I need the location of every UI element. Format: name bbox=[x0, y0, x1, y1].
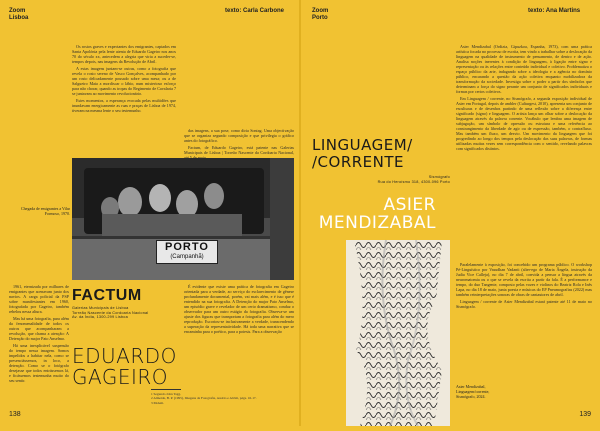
emigrants-photo bbox=[72, 158, 294, 280]
right-col1: Asier Mendizabal (Ordizia, Gipuzkoa, Espanha, 1973), com uma prática artística focada no processo de escrita, tem vindo a trabalhar sobre a deslocação da linguagem na qualidade de instrumento de pensamento, de dentro e de ação. Analisa noções inerentes à condição de linguagem, à ligação entre signo e representação ou às relações entre conteúdo individual e coletivo. Problematiza o espaço público da arte, indagando sobre a ideologia e a agência no domínio público, encarando a questão da ação coletiva enquanto mobilizadora da transformação da sociedade. Investiga sobre o poder a partir dos símbolos que determinam a força do signo perante um conjunto de significados individuais e formas por certos coletivos. Em Linguagem / corrente, no Sismógrafo, a segunda exposição individual de Asier em Portugal, depois de ambler (Culturgest, 2010), apresenta um conjunto de esculturas e de desenhos partindo de uma reflexão sobre a diferença entre significado (signo) e linguagem. O artista lança um olhar sobre a deslocação da linguagem através da palavra corrente. Vocábulo que lembra uma imagem de subjugação, um símbolo de opressão ou estrutura e uma referência ao constrangimento da liberdade de agir ou de expressão, também, o contrafluxo. Mas também um fluxo, um desvio. Um movimento da linguagem que foi progredindo ao longo dos tempos pela deslocação das suas palavras, de formas utilizadas muitas vezes sem correspondência com o sentido, revelando palavras com significados distintos. bbox=[456, 44, 592, 151]
right-header-zoom: Zoom bbox=[312, 8, 329, 14]
artist-name-mendizabal: ASIER MENDIZABAL bbox=[318, 195, 436, 233]
right-col2: Paralelamente à exposição, foi concebido um programa público. O workshop Pé-Linguístico por Vasudhan Vadanti (alter-ego de Maria Ângela, instrução da Judia Vice Calleja), no dia 7 de abril, convida a pensar a língua através da neuromatomia ou o que se revela da escrita a partir da fala. É a performance e tempo, do duo Tangente, composto pelas vozes e violinos do Beatriz Rola e Inês Lapa, no dia 18 de maio, junta poesia e músicas do EP Pneumografias (2022) mas também reinterpretações sonoras de obras de cantautores de abril. Linguagem / corrente de Asier Mendizabal estará patente até 11 de maio no Sismógrafo. bbox=[456, 262, 592, 309]
page-number-left: 138 bbox=[9, 411, 21, 418]
right-header-section bbox=[312, 8, 328, 22]
right-header-author: texto: Ana Martins bbox=[528, 8, 581, 14]
page-number-right: 139 bbox=[579, 411, 591, 418]
left-col4: É evidente que existe uma prática de fotografia em Gageiro orientada para a verdade, ao serviço do esclarecimento de gênese profundamente documental, porém, vai mais além, e é isso que é entendido na sua fotografia. A Detenção do major Pato Anselmo, um episódio grave e revelador de um certo dramatismo, conduz o observador para um outro estágio da fotografia. Observa-se um ajuste dos figuras que transportam a fotografia para além do mero reprodução. Escoriou-se inclusivamente a verdade, transcendendo a superação da representatividade. Há toda uma narrativa que se encaminha para o poético, para a poiesis. Para a observação bbox=[184, 284, 294, 334]
left-header-zoom: Zoom bbox=[9, 8, 26, 14]
artwork-fabric-illustration bbox=[346, 240, 450, 426]
artist-name-gageiro: EDUARDO GAGEIRO bbox=[72, 344, 177, 389]
right-photo-caption: Asier Mendizabal, Linguagem/corrente, Sismógrafo, 2024. bbox=[456, 384, 490, 399]
left-col3: 1961, eternizada por milhares de emigrantes que acenavam junto dos navios. A carga policial da PSP sobre manifestantes em 1960, fotografada por Gageiro, também rebelou nessa altura. Mas há uma fotografia, para além da fenomenalidade de todos os outros que acompanharam a revolução, que chama a atenção: A Detenção do major Pato Anselmo. Há uma inexplicável suspensão do tempo nessa imagem. Somos impelidos a habitar nela, como se presenciássemos, in loco, a detenção. Como se o fotógrafo desejasse que todos entrássemos lá, e ficássemos testemunha muito do seu sentir. bbox=[9, 284, 69, 383]
left-venue: Galerias Municipais de Lisboa Torreão Nascente da Cordoaria Nacional Av. da Índia, 1300-299 Lisboa bbox=[72, 306, 149, 320]
footnote-rule bbox=[151, 389, 181, 390]
left-col1: Os rostos graves e expectantes dos emigrantes, captados em Santa Apolónia pela lente atenta de Eduardo Gageiro nos anos 70 do século xx, antecedem a alegria que viria a suceder-se, tempos depois, nas imagens da Revolução de Abril. A estas imagens juntam-se outras, como a fotografia que revela o rosto sereno de Vasco Gonçalves, acompanhado por um rosto delicadamente pousado sobre uma mesa; ou a de Salgueiro Maia a mordiscar o lábio, num misterioso esforço para não chorar, quando as tropas do Regimento de Cavalaria 7 se juntavam ao movimento revolucionário. Estes momentos, a esperança evocada pelas multidões que inundavam energicamente as ruas e praças de Lisboa de 1974, tiveram na mesma lente o seu testemunho. bbox=[72, 44, 176, 113]
left-col2: das imagens, a sua pose, como diria Sontag. Uma objectivação que se organiza segundo composição e que privilegia o gráfico antes do fotográfico. Factum, de Eduardo Gageiro, está patente nas Galerias Municipais de Lisboa | Torreão Nascente da Cordoaria Nacional, bbox=[184, 128, 294, 155]
artwork-photo bbox=[346, 240, 450, 426]
page-gutter bbox=[299, 0, 301, 426]
footnotes: 1 Segundo John Tagg. 2 Almeida, B. P. (1995), Imagens da Fotografia, Assírio e Alvim, págs. 16-17. 3 Ibidem. bbox=[151, 392, 257, 405]
left-header-city: Lisboa bbox=[9, 15, 29, 21]
left-photo-caption: Chegada de emigrantes a Vilar Formoso, 1970. bbox=[21, 206, 70, 216]
exhibition-title-factum: FACTUM bbox=[72, 287, 142, 304]
porto-sign: PORTO (Campanhã) bbox=[156, 240, 218, 264]
left-header-author: texto: Carla Carbone bbox=[225, 8, 285, 14]
left-header-section bbox=[9, 8, 28, 22]
exhibition-title-linguagem: LINGUAGEM/ /CORRENTE bbox=[312, 136, 413, 171]
right-venue: Sismógrafo Rua do Heroísmo 318, 4300-096 Porto bbox=[377, 175, 450, 184]
right-header-city: Porto bbox=[312, 15, 328, 21]
